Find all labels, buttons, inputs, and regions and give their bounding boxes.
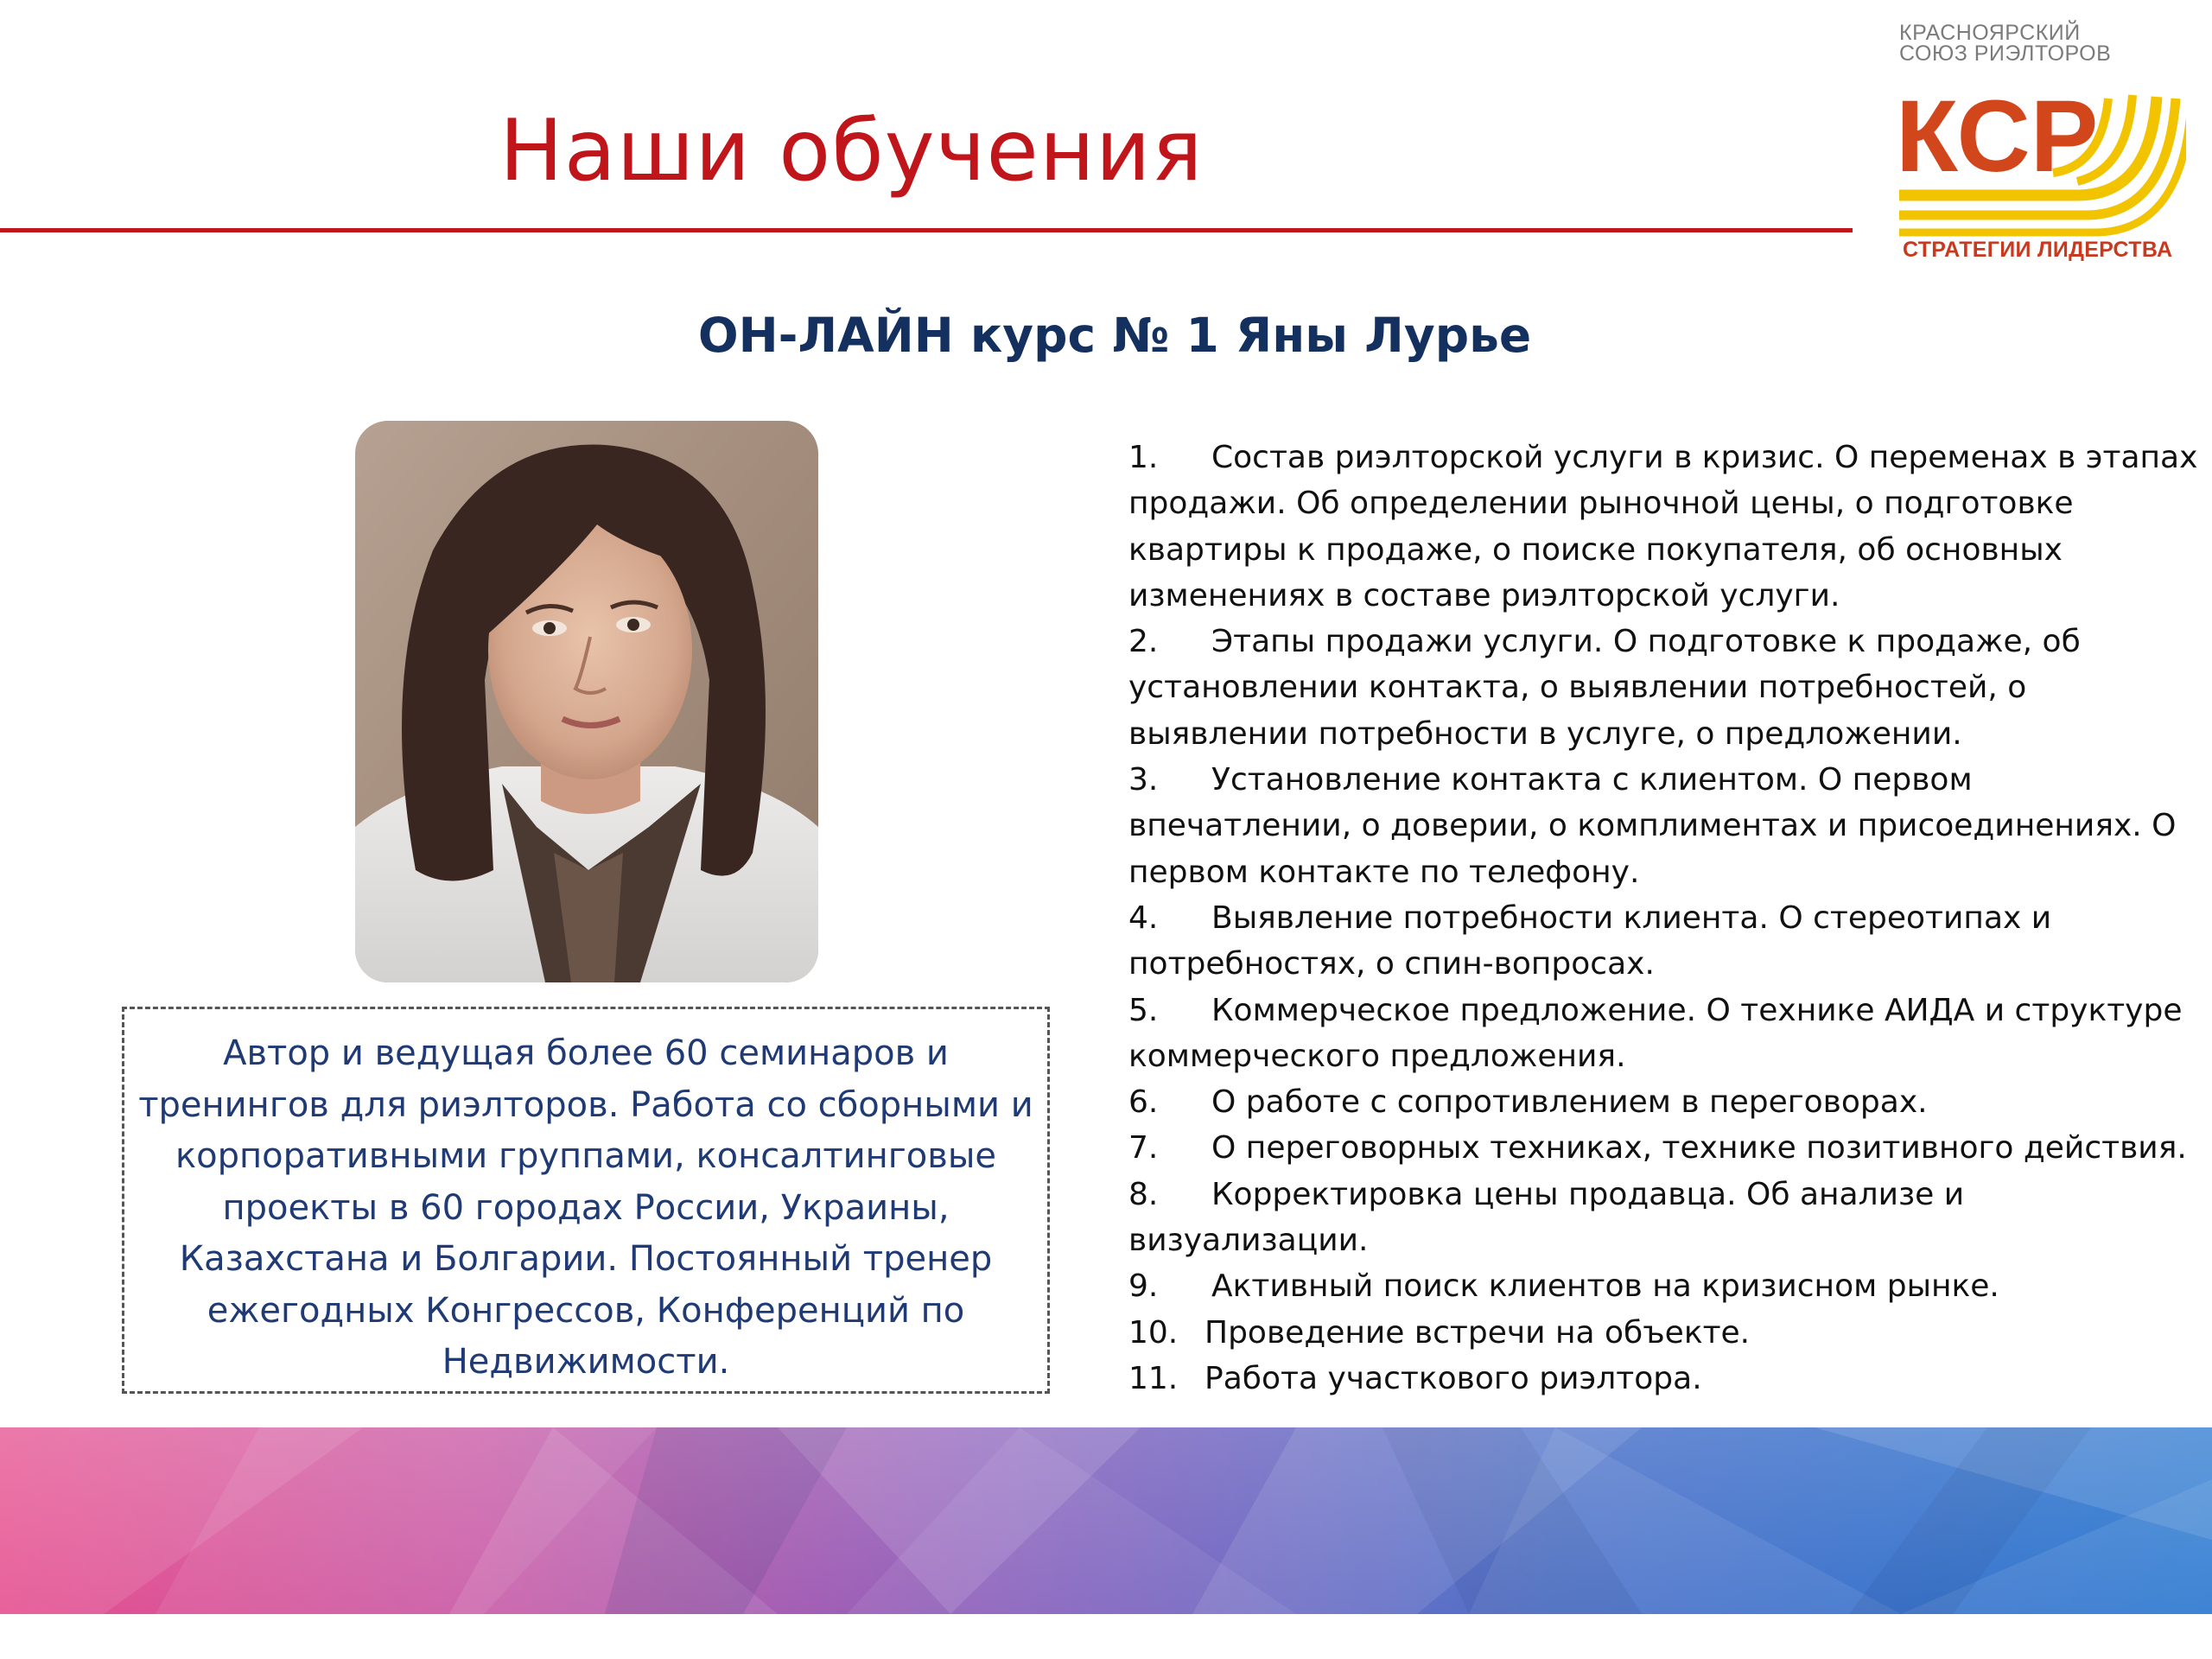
list-item-number: 8. (1128, 1176, 1159, 1212)
list-item-text: Активный поиск клиентов на кризисном рынке. (1211, 1268, 1999, 1305)
list-item (1128, 435, 2200, 619)
ksr-logo (1892, 16, 2186, 275)
slide-title: Наши обучения (499, 102, 1204, 200)
logo-org-line-2: СОЮЗ РИЭЛТОРОВ (1899, 41, 2112, 66)
bio-box (122, 1007, 1050, 1394)
list-item-number: 9. (1128, 1268, 1159, 1305)
list-item (1128, 895, 2200, 988)
list-item-number: 3. (1128, 762, 1159, 798)
decorative-banner (0, 1427, 2212, 1614)
list-item (1128, 1310, 2200, 1356)
list-item-text: Состав риэлторской услуги в кризис. О переменах в этапах продажи. Об определении рыночной цены, о подготовке квартиры к продаже, о поиске покупателя, об основных изменениях в составе риэлторской услуги. (1128, 440, 2198, 613)
logo-org-line-1: КРАСНОЯРСКИЙ (1899, 21, 2081, 45)
portrait-image (355, 421, 818, 982)
list-item (1128, 1079, 2200, 1125)
list-item-text: Коммерческое предложение. О технике АИДА и структуре коммерческого предложения. (1128, 992, 2183, 1074)
list-item-text: Установление контакта с клиентом. О первом впечатлении, о доверии, о комплиментах и присоединениях. О первом контакте по телефону. (1128, 762, 2177, 890)
list-item-number: 1. (1128, 440, 1159, 475)
list-item (1128, 619, 2200, 757)
title-divider (0, 228, 1853, 232)
author-photo (355, 421, 818, 982)
list-item-text: О переговорных техниках, технике позитивного действия. (1211, 1130, 2187, 1166)
logo-mark-text: КСР (1896, 79, 2099, 194)
list-item (1128, 988, 2200, 1080)
list-item-number: 6. (1128, 1084, 1159, 1121)
list-item (1128, 1263, 2200, 1309)
list-item-text: Проведение встречи на объекте. (1205, 1314, 1751, 1351)
list-item-number: 7. (1128, 1130, 1159, 1166)
logo-tagline: СТРАТЕГИИ ЛИДЕРСТВА (1903, 238, 2173, 262)
list-item-number: 2. (1128, 624, 1159, 660)
list-item (1128, 757, 2200, 895)
bio-text: Автор и ведущая более 60 семинаров и тренингов для риэлторов. Работа со сборными и корпоративными группами, консалтинговые проекты в 60 городах России, Украины, Казахстана и Болгарии. Постоянный тренер ежегодных Конгрессов, Конференций по Недвижимости. (138, 1033, 1033, 1382)
list-item (1128, 1125, 2200, 1171)
list-item-text: Работа участкового риэлтора. (1205, 1360, 1702, 1396)
course-title: ОН-ЛАЙН курс № 1 Яны Лурье (697, 308, 1532, 363)
list-item (1128, 1172, 2200, 1264)
list-item-number: 4. (1128, 899, 1159, 936)
list-item-text: Этапы продажи услуги. О подготовке к продаже, об установлении контакта, о выявлении потребностей, о выявлении потребности в услуге, о предложении. (1128, 624, 2081, 752)
list-item-number: 10. (1128, 1314, 1179, 1351)
list-item-text: Выявление потребности клиента. О стереотипах и потребностях, о спин-вопросах. (1128, 899, 2052, 982)
list-item-number: 11. (1128, 1360, 1179, 1396)
list-item-number: 5. (1128, 992, 1159, 1028)
list-item (1128, 1356, 2200, 1402)
course-topics-list (1128, 435, 2200, 1402)
logo-mark-icon (1892, 69, 2186, 242)
list-item-text: Корректировка цены продавца. Об анализе и визуализации. (1128, 1176, 1965, 1259)
list-item-text: О работе с сопротивлением в переговорах. (1211, 1084, 1928, 1121)
